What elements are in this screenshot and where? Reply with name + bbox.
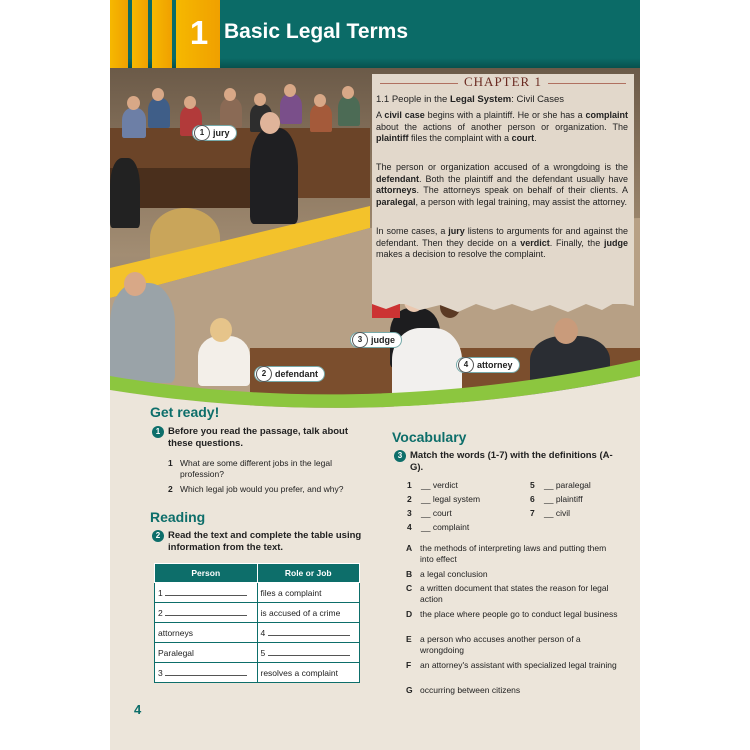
answer-blank[interactable] [268, 628, 350, 636]
textbook-page [110, 0, 640, 750]
vocab-word-1: 1 __ verdict [407, 480, 458, 490]
answer-blank[interactable] [268, 648, 350, 656]
paragraph-2: The person or organization accused of a wrongdoing is the defendant. Both the plaintiff and the defendant usually have attorneys. The attorneys speak on behalf of their clients. A paralegal, a person with legal training, may assist the attorney. [376, 162, 628, 207]
label-attorney: 4 attorney [456, 357, 520, 373]
definition-a: A the methods of interpreting laws and putting them into effect [406, 543, 607, 564]
definition-e: E a person who accuses another person of a wrongdoing [406, 634, 581, 655]
vocab-word-7: 7 __ civil [530, 508, 570, 518]
definition-g: G occurring between citizens [406, 685, 521, 695]
definition-c: C a written document that states the reason for legal action [406, 583, 609, 604]
get-ready-item-2: 2 Which legal job would you prefer, and why? [168, 484, 344, 494]
chapter-number: 1 [189, 14, 209, 51]
table-header-person: Person [155, 564, 258, 583]
table-row: attorneys 4 [155, 623, 360, 643]
vocab-word-5: 5 __ paralegal [530, 480, 591, 490]
table-row: 2 is accused of a crime [155, 603, 360, 623]
reading-passage-paper [372, 74, 634, 304]
definition-d: D the place where people go to conduct legal business [406, 609, 618, 619]
reading-question: 2 Read the text and complete the table using information from the text. [168, 530, 368, 554]
vocab-word-3: 3 __ court [407, 508, 452, 518]
definition-f: F an attorney's assistant with specialized legal training [406, 660, 617, 670]
vocab-word-4: 4 __ complaint [407, 522, 470, 532]
vocabulary-question: 3 Match the words (1-7) with the definitions (A-G). [410, 450, 625, 474]
vocab-word-2: 2 __ legal system [407, 494, 481, 504]
table-header-role: Role or Job [257, 564, 360, 583]
chapter-title: Basic Legal Terms [224, 20, 409, 43]
answer-blank[interactable] [165, 668, 247, 676]
paragraph-3: In some cases, a jury listens to arguments for and against the defendant. Then they decide on a verdict. Finally, the judge makes a decision to resolve the complaint. [376, 226, 628, 259]
reading-table [154, 563, 360, 683]
page-number: 4 [134, 702, 142, 717]
label-judge: 3 judge [350, 332, 402, 348]
vocabulary-heading: Vocabulary [392, 429, 467, 445]
get-ready-question: 1 Before you read the passage, talk about these questions. [168, 426, 368, 450]
table-row: 1 files a complaint [155, 583, 360, 603]
paragraph-1: A civil case begins with a plaintiff. He or she has a complaint about the actions of another person or organization. The plaintiff files the complaint with a court. [376, 110, 628, 143]
section-subtitle: 1.1 People in the Legal System: Civil Cases [376, 94, 564, 105]
get-ready-item-1: 1 What are some different jobs in the legal profession? [168, 458, 332, 479]
answer-blank[interactable] [165, 588, 247, 596]
label-jury: 1 jury [192, 125, 237, 141]
table-row: 3 resolves a complaint [155, 663, 360, 683]
table-row: Paralegal 5 [155, 643, 360, 663]
label-defendant: 2 defendant [254, 366, 325, 382]
definition-b: B a legal conclusion [406, 569, 488, 579]
vocab-word-6: 6 __ plaintiff [530, 494, 583, 504]
reading-heading: Reading [150, 509, 206, 525]
chapter-heading: CHAPTER 1 [372, 74, 634, 90]
answer-blank[interactable] [165, 608, 247, 616]
get-ready-heading: Get ready! [150, 404, 220, 420]
